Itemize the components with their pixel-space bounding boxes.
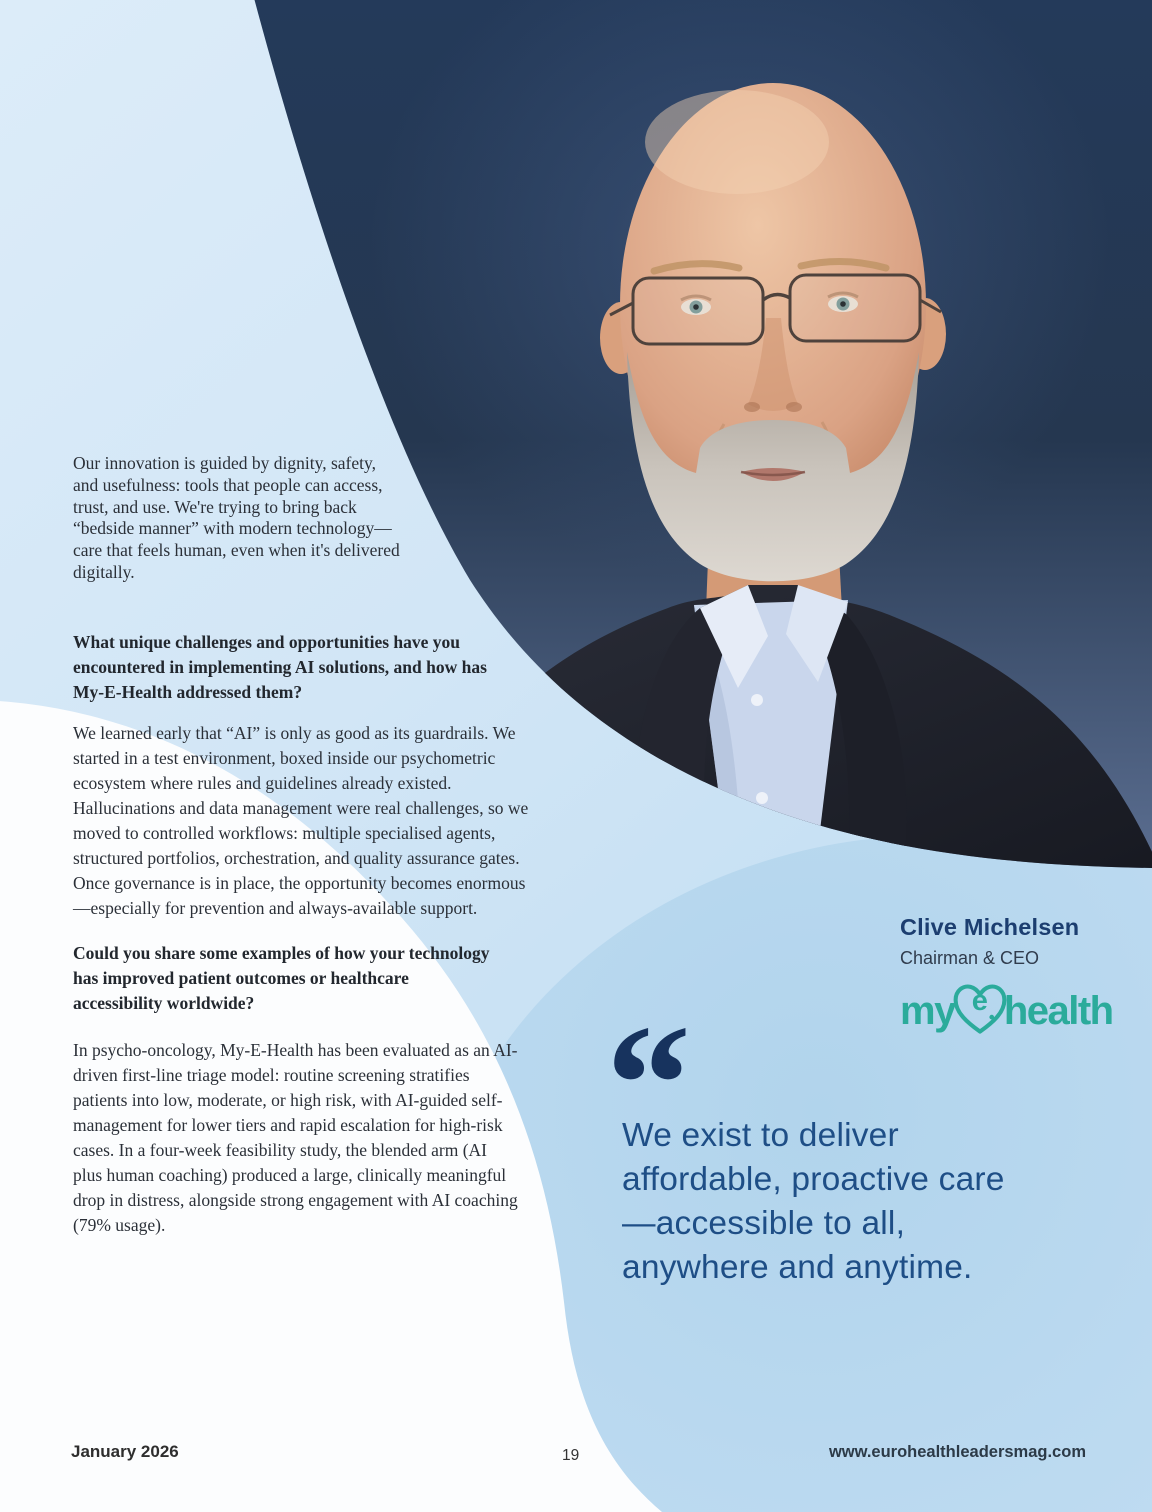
- profile-block: [900, 914, 1113, 1041]
- interview-paragraph-3: In psycho-oncology, My-E-Health has been evaluated as an AI-driven first-line triage model: routine screening stratifies patients into low, moderate, or high risk, with AI-guided self-management for lower tiers and rapid escalation for high-risk cases. In a four-week feasibility study, the blended arm (AI plus human coaching) produced a large, clinically meaningful drop in distress, alongside strong engagement with AI coaching (79% usage).: [73, 1039, 518, 1235]
- interview-paragraph-1: Our innovation is guided by dignity, safety, and usefulness: tools that people can access, trust, and use. We're trying to bring back “bedside manner” with modern technology—care that feels human, even when it's delivered digitally.: [73, 453, 400, 582]
- interview-paragraph-2: We learned early that “AI” is only as good as its guardrails. We started in a test environment, boxed inside our psychometric ecosystem where rules and guidelines already existed. Hallucinations and data management were real challenges, so we moved to controlled workflows: multiple specialised agents, structured portfolios, orchestration, and quality assurance gates. Once governance is in place, the opportunity becomes enormous—especially for prevention and always-available support.: [73, 722, 529, 918]
- my-e-health-logo: [900, 981, 1113, 1041]
- interview-question-2: Could you share some examples of how your technology has improved patient outcomes or healthcare accessibility worldwide?: [73, 942, 490, 1013]
- logo-text-my: my: [900, 988, 955, 1033]
- footer-page-number: 19: [562, 1447, 580, 1464]
- logo-text-health: health: [1003, 988, 1113, 1033]
- quote-icon: “: [606, 990, 691, 1178]
- interview-text-column: [73, 453, 583, 1238]
- person-title: Chairman & CEO: [900, 948, 1040, 968]
- quote-text: We exist to deliver affordable, proactive care—accessible to all, anywhere and anytime.: [622, 1117, 1005, 1286]
- person-name: Clive Michelsen: [900, 914, 1080, 940]
- interview-question-1: What unique challenges and opportunities have you encountered in implementing AI solutions, and how has My-E-Health addressed them?: [73, 631, 487, 702]
- heart-icon: [951, 981, 1009, 1037]
- footer-date: January 2026: [71, 1442, 179, 1461]
- footer-website: www.eurohealthleadersmag.com: [828, 1443, 1086, 1461]
- logo-letter-e: e: [971, 985, 988, 1017]
